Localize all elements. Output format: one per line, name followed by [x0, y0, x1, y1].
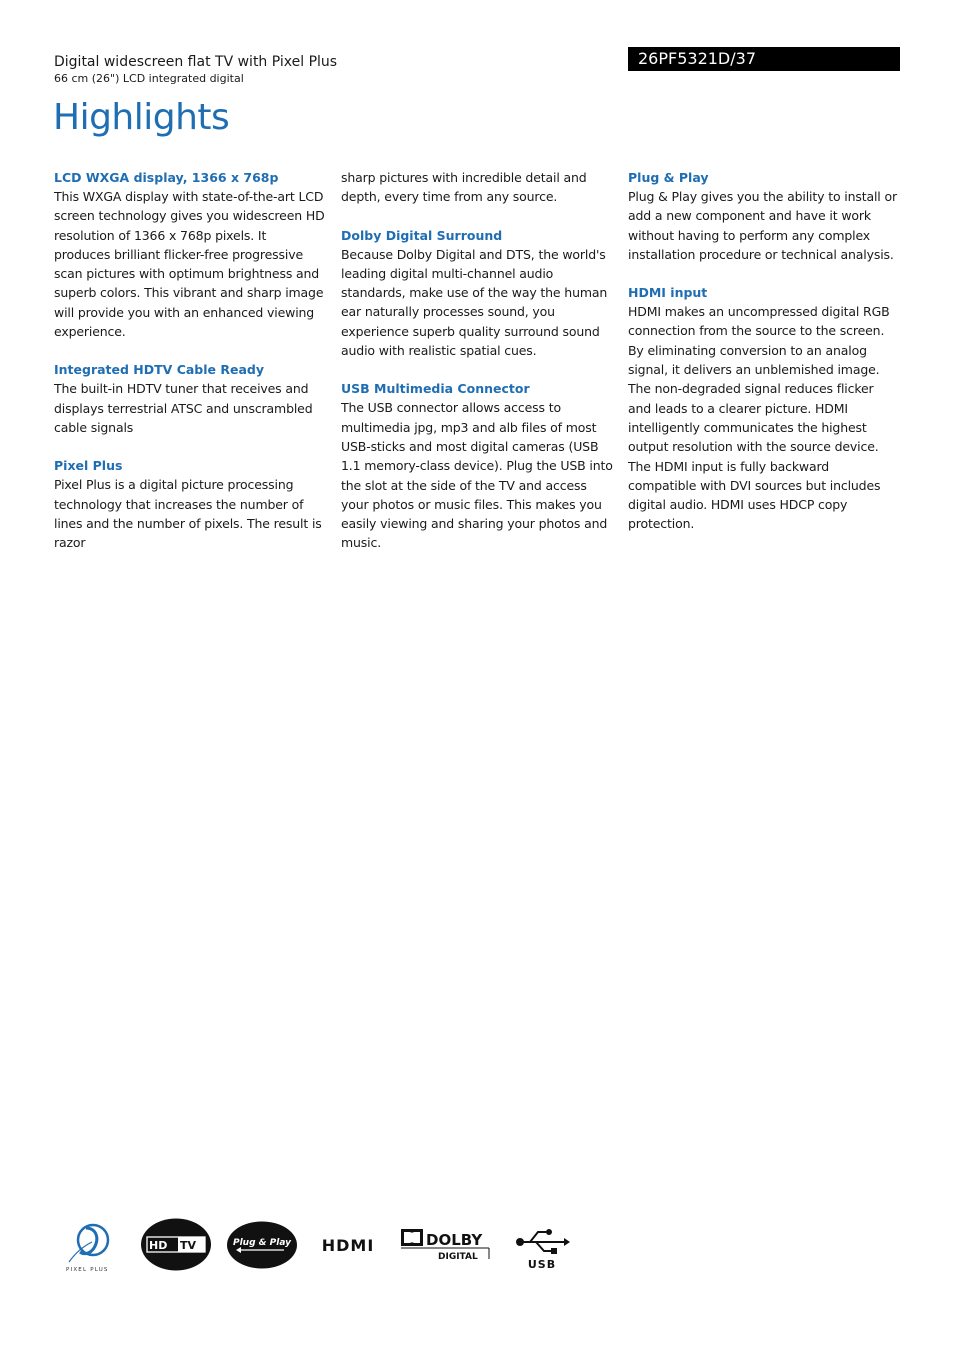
section-title: Integrated HDTV Cable Ready	[54, 362, 264, 378]
svg-text:Plug & Play: Plug & Play	[233, 1238, 291, 1248]
section-body: The built-in HDTV tuner that receives and displays terrestrial ATSC and unscrambled cable signals	[54, 381, 313, 435]
svg-text:HD: HD	[149, 1239, 168, 1252]
section-body: Because Dolby Digital and DTS, the world's leading digital multi-channel audio standards, make use of the way the human ear naturally processes sound, you experience superb quality surround sound audio with realistic spatial cues.	[341, 246, 608, 359]
svg-text:DOLBY: DOLBY	[426, 1231, 483, 1249]
column-2	[341, 168, 613, 572]
section-plug-play	[628, 168, 900, 264]
hdmi-logo	[314, 1234, 382, 1256]
svg-text:HDMI: HDMI	[321, 1236, 375, 1255]
section-dolby-digital	[341, 226, 613, 361]
dolby-digital-logo	[400, 1226, 492, 1264]
section-hdmi	[628, 283, 900, 534]
section-title: USB Multimedia Connector	[341, 381, 530, 397]
section-body: The USB connector allows access to multimedia jpg, mp3 and alb files of most USB-sticks and most digital cameras (USB 1.1 memory-class device). Plug the USB into the slot at the side of the TV and access your photos or music files. This makes you easily viewing and sharing your photos and music.	[341, 400, 613, 551]
section-body: This WXGA display with state-of-the-art LCD screen technology gives you widescreen HD resolution of 1366 x 768p pixels. It produces brilliant flicker-free progressive scan pictures with optimum brightness and superb colors. This vibrant and sharp image will provide you with an enhanced viewing experience.	[54, 189, 325, 340]
column-3	[628, 168, 900, 553]
section-body: Plug & Play gives you the ability to install or add a new component and have it work without having to perform any complex installation procedure or technical analysis.	[628, 189, 897, 262]
plug-and-play-logo	[226, 1221, 298, 1269]
section-pixel-plus-continued	[341, 168, 613, 207]
column-1	[54, 168, 326, 571]
section-title: Plug & Play	[628, 170, 709, 185]
section-body: HDMI makes an uncompressed digital RGB connection from the source to the screen. By eliminating conversion to an analog signal, it delivers an unblemished image. The non-degraded signal reduces flicker and leads to a clearer picture. HDMI intelligently communicates the highest output resolution with the source device. The HDMI input is fully backward compatible with DVI sources but includes digital audio. HDMI uses HDCP copy protection.	[628, 304, 890, 532]
logo-strip	[0, 1218, 954, 1278]
product-subtitle: 66 cm (26") LCD integrated digital	[54, 72, 244, 85]
svg-text:HDTV: HDTV	[140, 1218, 143, 1219]
usb-logo	[514, 1224, 570, 1270]
section-lcd-wxga	[54, 168, 326, 341]
section-pixel-plus	[54, 456, 326, 552]
svg-text:DIGITAL: DIGITAL	[438, 1252, 478, 1262]
section-hdtv-cable-ready	[54, 360, 326, 437]
hdtv-logo	[140, 1218, 212, 1271]
model-number-bar: 26PF5321D/37	[628, 47, 900, 71]
section-body: Pixel Plus is a digital picture processing technology that increases the number of lines and the number of pixels. The result is razor	[54, 477, 322, 551]
svg-text:PIXEL PLUS: PIXEL PLUS	[66, 1267, 109, 1273]
svg-text:USB: USB	[527, 1258, 557, 1270]
svg-text:TV: TV	[180, 1239, 197, 1252]
product-line: Digital widescreen flat TV with Pixel Plus	[54, 54, 338, 70]
section-title: LCD WXGA display, 1366 x 768p	[54, 170, 279, 185]
section-title: Pixel Plus	[54, 458, 123, 474]
section-usb	[341, 379, 613, 552]
pixel-plus-logo	[64, 1222, 114, 1274]
section-title: HDMI input	[628, 285, 708, 301]
section-title: Dolby Digital Surround	[341, 227, 503, 243]
section-body-continued: sharp pictures with incredible detail and depth, every time from any source.	[341, 170, 587, 205]
page-title: Highlights	[53, 97, 230, 138]
